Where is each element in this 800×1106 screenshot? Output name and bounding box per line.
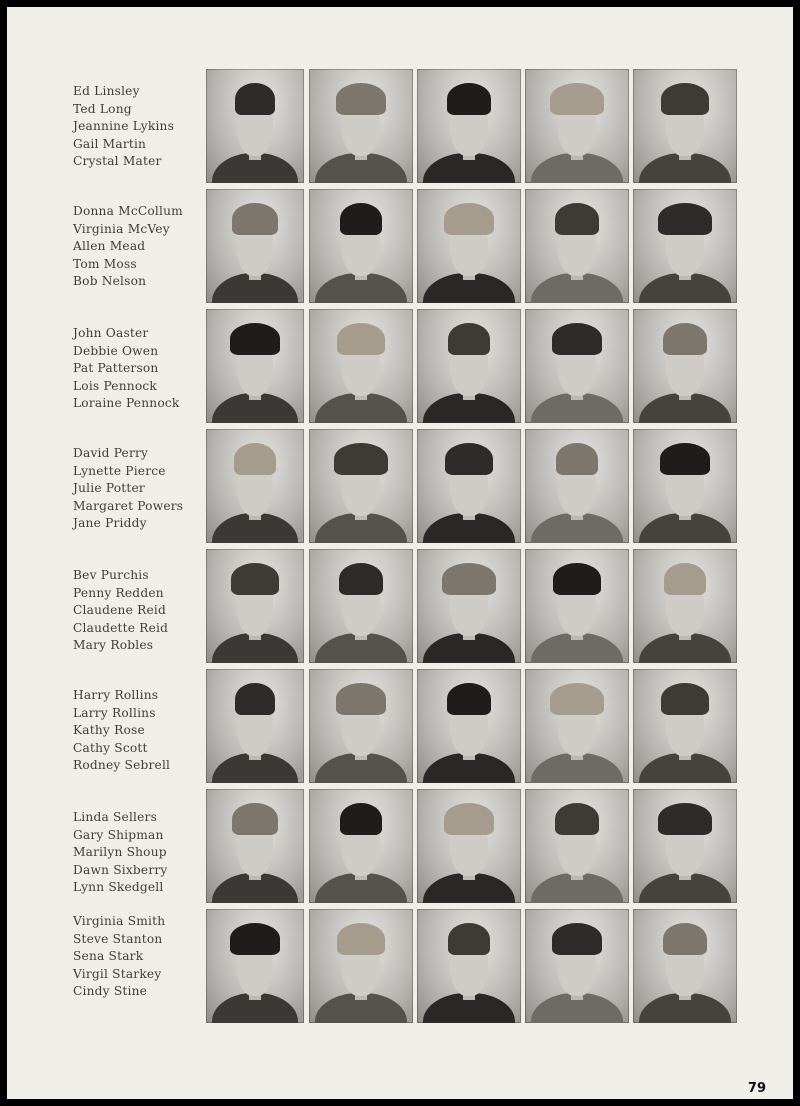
student-name: Kathy Rose <box>73 723 145 738</box>
student-name: Ted Long <box>73 101 132 116</box>
yearbook-page <box>7 7 793 1099</box>
name-list <box>73 445 183 533</box>
student-portrait <box>309 309 413 423</box>
student-name: David Perry <box>73 446 149 460</box>
name-list <box>73 203 183 291</box>
student-name: Julie Potter <box>73 481 145 496</box>
student-portrait <box>525 69 629 183</box>
student-portrait <box>525 549 629 663</box>
student-name: Donna McCollum <box>73 204 183 218</box>
student-name: Lois Pennock <box>73 378 157 393</box>
student-name: Dawn Sixberry <box>73 862 168 877</box>
student-name: Ed Linsley <box>73 84 140 98</box>
student-name: Lynn Skedgell <box>73 880 164 895</box>
student-portrait <box>633 549 737 663</box>
student-portrait <box>633 789 737 903</box>
student-name: Bev Purchis <box>73 568 149 582</box>
student-portrait <box>206 669 304 783</box>
student-name: Bob Nelson <box>73 274 147 289</box>
student-portrait <box>309 669 413 783</box>
page-number: 79 <box>747 1081 766 1096</box>
student-portrait <box>206 549 304 663</box>
student-portrait <box>633 69 737 183</box>
student-name: Cindy Stine <box>73 984 148 999</box>
student-name: Marilyn Shoup <box>73 845 167 860</box>
student-portrait <box>206 789 304 903</box>
name-list <box>73 83 174 171</box>
student-portrait <box>417 309 521 423</box>
name-list <box>73 809 167 897</box>
student-portrait <box>525 429 629 543</box>
student-portrait <box>633 429 737 543</box>
student-portrait <box>206 309 304 423</box>
student-portrait <box>417 669 521 783</box>
student-portrait <box>309 189 413 303</box>
student-portrait <box>417 909 521 1023</box>
student-name: Jeannine Lykins <box>73 119 175 134</box>
student-portrait <box>309 909 413 1023</box>
student-name: Sena Stark <box>73 949 144 964</box>
name-list <box>73 325 179 413</box>
student-portrait <box>417 549 521 663</box>
student-portrait <box>633 669 737 783</box>
student-portrait <box>206 69 304 183</box>
student-portrait <box>417 789 521 903</box>
name-list <box>73 567 168 655</box>
student-portrait <box>309 789 413 903</box>
student-name: Debbie Owen <box>73 343 159 358</box>
student-name: Cathy Scott <box>73 740 148 755</box>
student-name: Virginia McVey <box>73 221 170 236</box>
student-name: John Oaster <box>73 326 149 340</box>
student-portrait <box>309 549 413 663</box>
student-portrait <box>525 669 629 783</box>
student-name: Harry Rollins <box>73 688 159 702</box>
student-name: Penny Redden <box>73 585 164 600</box>
student-portrait <box>206 189 304 303</box>
student-name: Virginia Smith <box>73 914 166 928</box>
student-name: Loraine Pennock <box>73 396 180 411</box>
student-name: Crystal Mater <box>73 154 162 169</box>
student-portrait <box>525 189 629 303</box>
student-name: Claudette Reid <box>73 620 169 635</box>
student-portrait <box>309 429 413 543</box>
name-list <box>73 687 170 775</box>
student-portrait <box>525 909 629 1023</box>
student-name: Larry Rollins <box>73 705 156 720</box>
student-portrait <box>525 789 629 903</box>
student-name: Pat Patterson <box>73 361 159 376</box>
student-portrait <box>417 429 521 543</box>
student-portrait <box>417 69 521 183</box>
student-name: Lynette Pierce <box>73 463 166 478</box>
student-name: Gail Martin <box>73 136 147 151</box>
student-portrait <box>417 189 521 303</box>
student-name: Allen Mead <box>73 239 146 254</box>
student-portrait <box>633 189 737 303</box>
student-name: Claudene Reid <box>73 603 166 618</box>
student-name: Mary Robles <box>73 638 154 653</box>
student-portrait <box>206 429 304 543</box>
student-name: Steve Stanton <box>73 931 163 946</box>
student-name: Jane Priddy <box>73 516 147 531</box>
student-portrait <box>633 309 737 423</box>
student-name: Linda Sellers <box>73 810 158 824</box>
name-list <box>73 913 165 1001</box>
student-name: Tom Moss <box>73 256 137 271</box>
student-portrait <box>206 909 304 1023</box>
student-portrait <box>633 909 737 1023</box>
student-name: Gary Shipman <box>73 827 164 842</box>
student-name: Virgil Starkey <box>73 966 162 981</box>
student-name: Rodney Sebrell <box>73 758 171 773</box>
student-portrait <box>309 69 413 183</box>
student-name: Margaret Powers <box>73 498 184 513</box>
student-portrait <box>525 309 629 423</box>
